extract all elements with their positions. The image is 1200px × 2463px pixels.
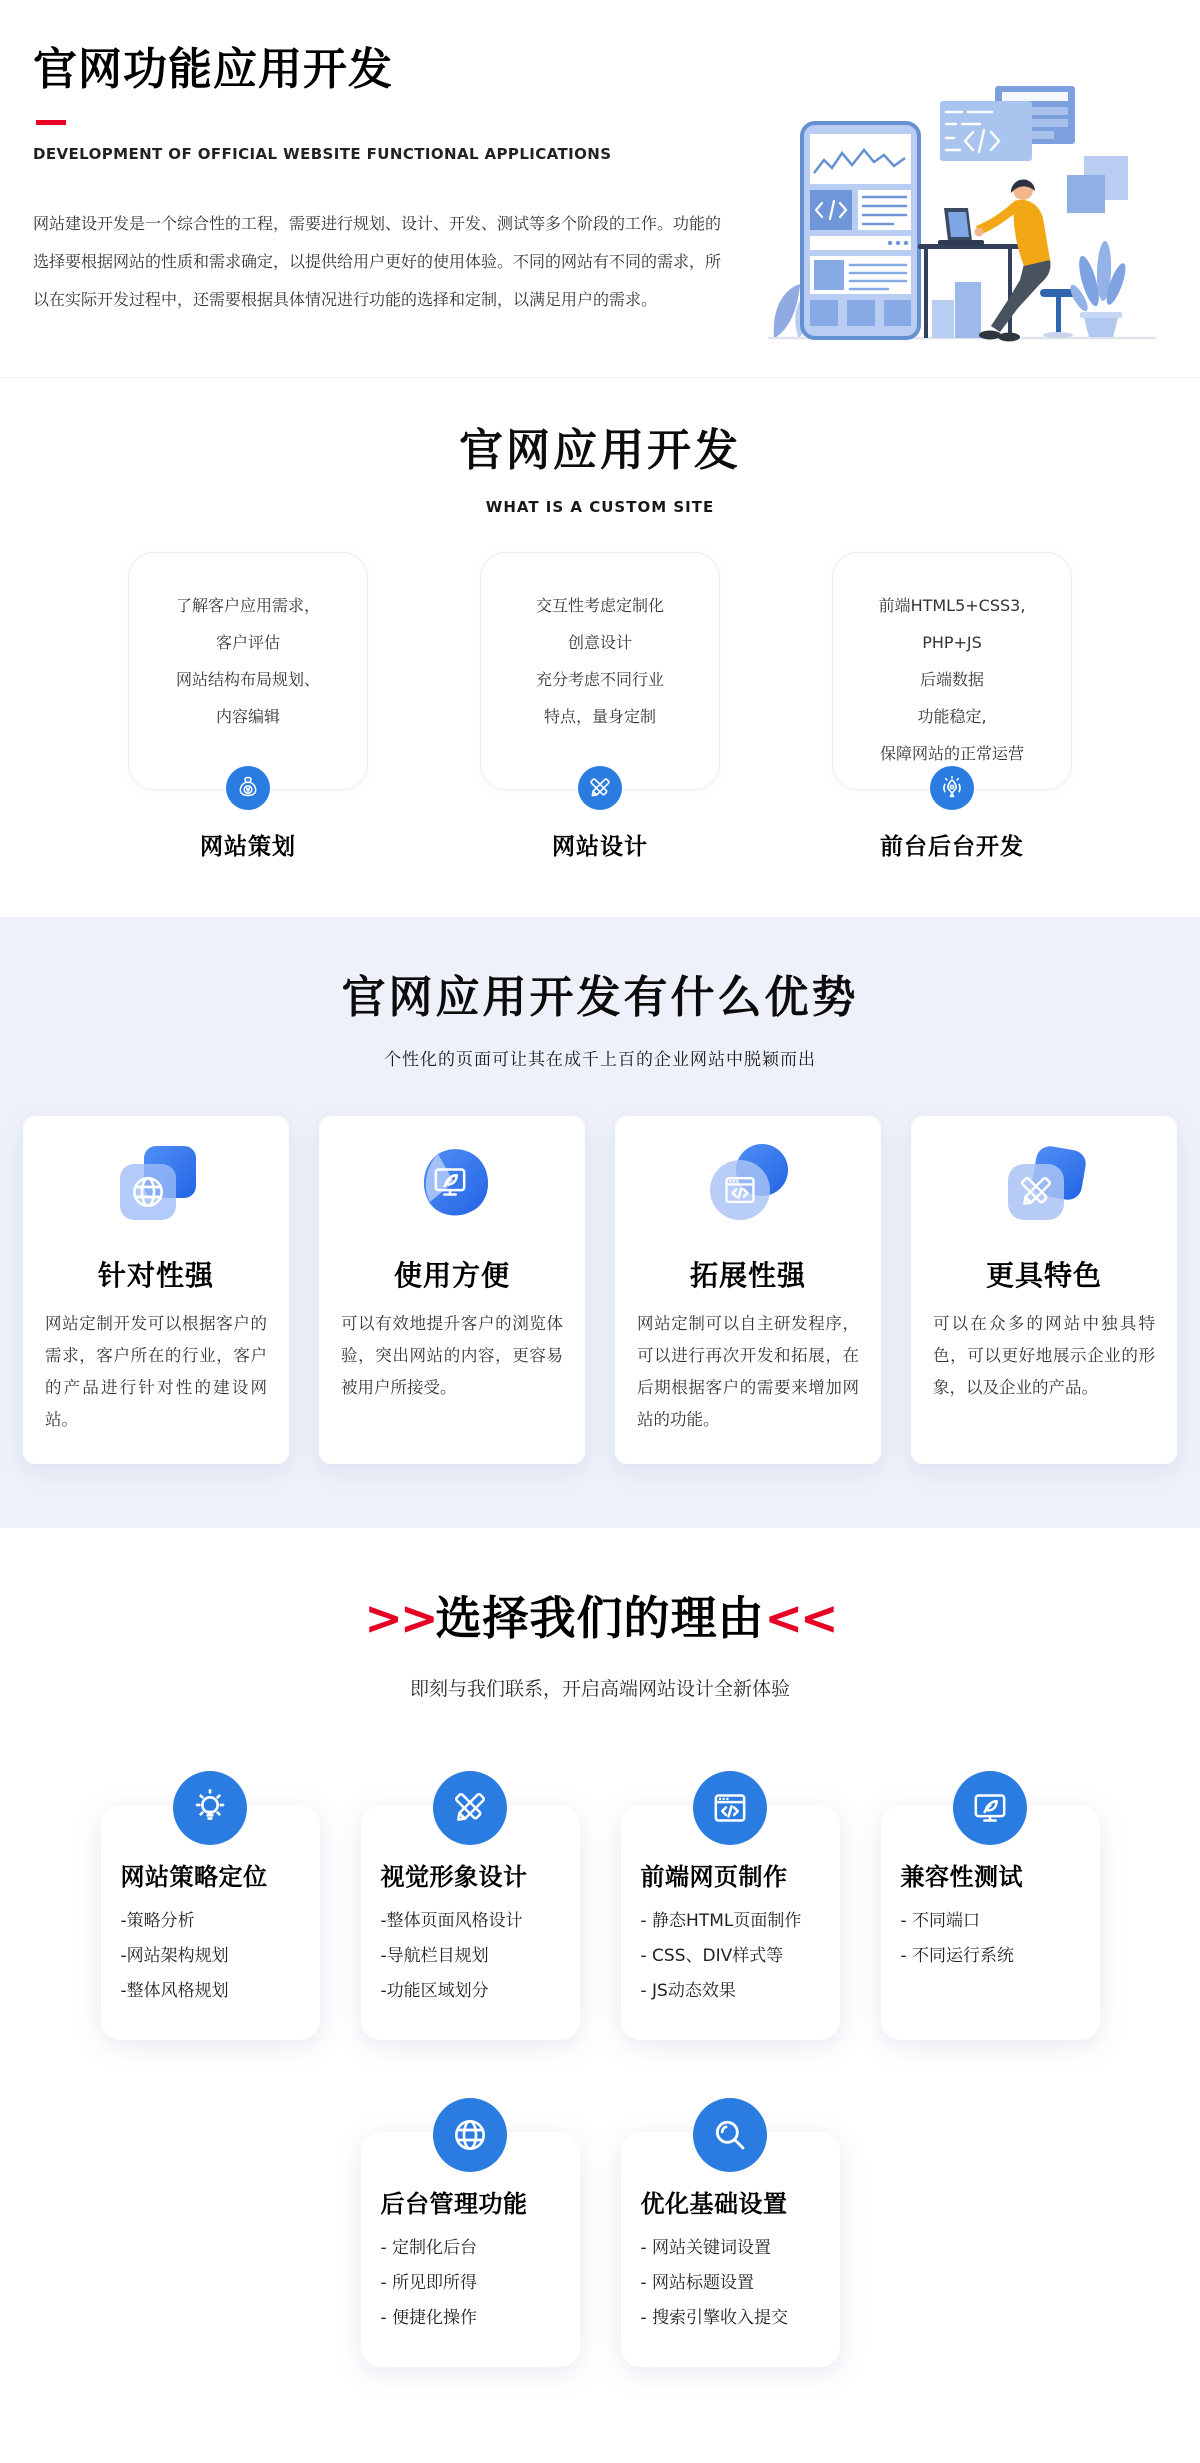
lightbulb-icon	[173, 1771, 247, 1845]
hero-illustration	[752, 38, 1172, 353]
advantage-card-distinctive	[911, 1116, 1177, 1464]
card-items: - 不同端口 - 不同运行系统	[900, 1911, 1015, 1966]
section-title: 官网应用开发有什么优势	[341, 972, 859, 1023]
reasons-title-text: 选择我们的理由	[435, 1591, 765, 1645]
code-window-icon	[693, 1771, 767, 1845]
card-title: 拓展性强	[689, 1259, 806, 1292]
card-items: - 网站关键词设置 - 网站标题设置 - 搜索引擎收入提交	[640, 2238, 789, 2328]
section-reasons	[0, 1528, 1200, 2463]
section-subtitle-en: WHAT IS A CUSTOM SITE	[485, 498, 715, 516]
monitor-icon	[953, 1771, 1027, 1845]
page-header	[0, 0, 1200, 378]
card-text: 交互性考虑定制化 创意设计 充分考虑不同行业 特点，量身定制	[535, 596, 664, 726]
reason-card-seo	[621, 2132, 840, 2367]
card-text: 网站定制可以自主研发程序，可以进行再次开发和拓展，在后期根据客户的需要来增加网站的功能。	[637, 1314, 859, 1429]
card-title: 更具特色	[985, 1259, 1102, 1292]
card-title: 优化基础设置	[640, 2190, 788, 2218]
plant	[1067, 241, 1129, 337]
intro-paragraph: 网站建设开发是一个综合性的工程，需要进行规划、设计、开发、测试等多个阶段的工作。功能的选择要根据网站的性质和需求确定，以提供给用户更好的使用体验。不同的网站有不同的需求，所以在实际开发过程中，还需要根据具体情况进行功能的选择和定制，以满足用户的需求。	[33, 214, 722, 310]
page-subtitle-en: DEVELOPMENT OF OFFICIAL WEBSITE FUNCTIONAL APPLICATIONS	[33, 145, 612, 164]
card-label: 网站策划	[200, 834, 296, 860]
card-label: 前台后台开发	[880, 834, 1024, 860]
reason-card-visual-design	[361, 1805, 580, 2040]
card-title: 针对性强	[97, 1259, 214, 1292]
intro-card-development	[832, 552, 1072, 861]
intro-card-design	[480, 552, 720, 861]
section-title	[0, 1582, 1200, 1648]
reasons-row-1	[0, 1805, 1200, 2040]
pencil-ruler-icon	[996, 1140, 1092, 1236]
card-items: - 静态HTML页面制作 - CSS、DIV样式等 - JS动态效果	[640, 1911, 802, 2001]
reason-card-frontend	[621, 1805, 840, 2040]
card-text: 网站定制开发可以根据客户的需求，客户所在的行业，客户的产品进行针对性的建设网站。	[45, 1314, 267, 1429]
code-window-icon	[700, 1140, 796, 1236]
card-title: 网站策略定位	[120, 1863, 268, 1891]
card-title: 使用方便	[393, 1259, 510, 1292]
website-mockup	[802, 123, 919, 338]
card-text: 了解客户应用需求， 客户评估 网站结构布局规划、 内容编辑	[175, 596, 320, 726]
section-title: 官网应用开发	[459, 425, 741, 476]
monitor-rocket-icon	[404, 1140, 500, 1236]
right-arrows-accent: <<	[764, 1591, 836, 1645]
intro-card-row	[0, 552, 1200, 861]
section-advantages	[0, 917, 1200, 1528]
card-title: 视觉形象设计	[380, 1863, 528, 1891]
card-text: 可以在众多的网站中独具特色，可以更好地展示企业的形象，以及企业的产品。	[933, 1314, 1155, 1397]
card-text: 前端HTML5+CSS3, PHP+JS 后端数据 功能稳定, 保障网站的正常运营	[878, 596, 1026, 763]
reason-card-strategy	[101, 1805, 320, 2040]
globe-icon	[108, 1140, 204, 1236]
section-subtitle: 个性化的页面可让其在成千上百的企业网站中脱颖而出	[384, 1050, 816, 1070]
card-title: 后台管理功能	[380, 2190, 528, 2218]
card-text: 可以有效地提升客户的浏览体验，突出网站的内容，更容易被用户所接受。	[341, 1314, 563, 1397]
reason-card-compatibility	[881, 1805, 1100, 2040]
magnifier-icon	[693, 2098, 767, 2172]
intro-card-planning	[128, 552, 368, 861]
advantage-card-targeted	[23, 1116, 289, 1464]
reasons-row-2	[0, 2132, 1200, 2367]
reason-card-backend	[361, 2132, 580, 2367]
page-title: 官网功能应用开发	[33, 44, 393, 95]
left-arrows-accent: >>	[364, 1591, 436, 1645]
section-custom-site	[0, 378, 1200, 861]
card-items: -策略分析 -网站架构规划 -整体风格规划	[120, 1911, 229, 2001]
globe-icon	[433, 2098, 507, 2172]
card-title: 兼容性测试	[900, 1863, 1023, 1891]
pencil-ruler-icon	[433, 1771, 507, 1845]
crossed-pencils-icon	[578, 766, 622, 810]
person-working	[975, 179, 1077, 341]
advantage-card-row	[0, 1116, 1200, 1464]
card-label: 网站设计	[552, 834, 648, 860]
card-items: -整体页面风格设计 -导航栏目规划 -功能区域划分	[380, 1911, 523, 2001]
title-underline-accent	[36, 120, 66, 125]
section-subtitle: 即刻与我们联系，开启高端网站设计全新体验	[409, 1678, 790, 1700]
advantage-card-easy-to-use	[319, 1116, 585, 1464]
leaf-shape	[774, 284, 800, 337]
pen-nib-icon	[930, 766, 974, 810]
card-title: 前端网页制作	[640, 1863, 788, 1891]
code-editor-panel	[940, 101, 1032, 161]
card-items: - 定制化后台 - 所见即所得 - 便捷化操作	[380, 2238, 478, 2328]
advantage-card-extensible	[615, 1116, 881, 1464]
money-bag-icon	[226, 766, 270, 810]
